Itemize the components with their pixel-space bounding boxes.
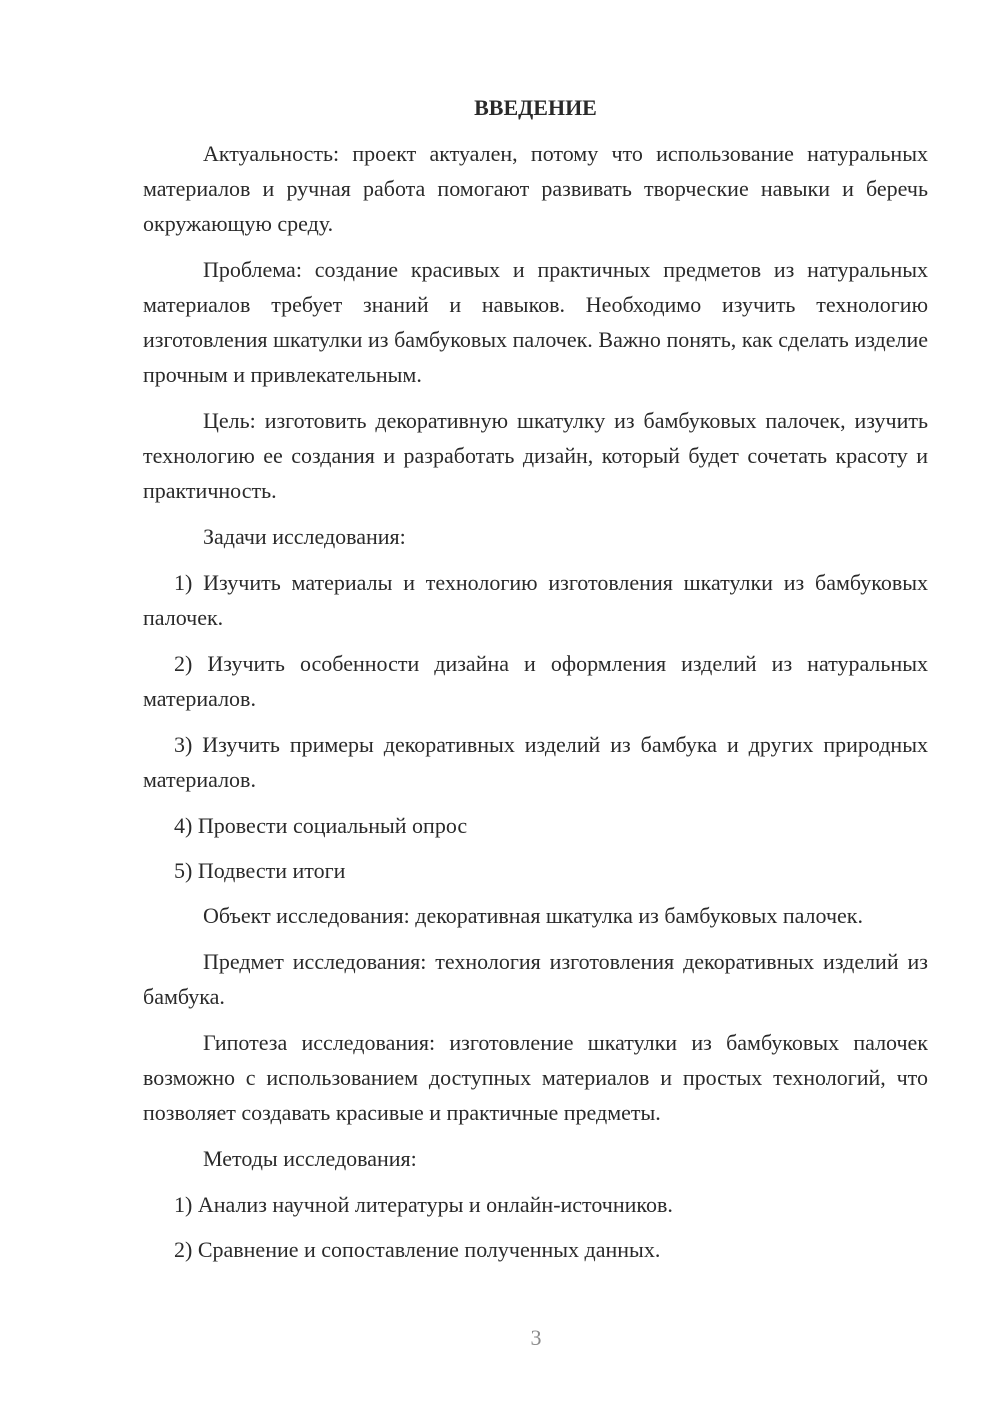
hypothesis-paragraph: Гипотеза исследования: изготовление шкатулки из бамбуковых палочек возможно с использованием доступных материалов и простых технологий, что позволяет создавать красивые и практичные предметы.	[143, 1030, 928, 1125]
goal-paragraph: Цель: изготовить декоративную шкатулку из бамбуковых палочек, изучить технологию ее создания и разработать дизайн, который будет сочетать красоту и практичность.	[143, 408, 928, 503]
section-heading: ВВЕДЕНИЕ	[474, 95, 597, 120]
method-item-1: 1) Анализ научной литературы и онлайн-источников.	[174, 1192, 673, 1217]
tasks-title: Задачи исследования:	[203, 524, 406, 549]
task-item-2: 2) Изучить особенности дизайна и оформления изделий из натуральных материалов.	[143, 651, 928, 711]
method-item-2: 2) Сравнение и сопоставление полученных данных.	[174, 1237, 661, 1262]
task-item-3: 3) Изучить примеры декоративных изделий из бамбука и других природных материалов.	[143, 732, 928, 792]
task-item-1: 1) Изучить материалы и технологию изготовления шкатулки из бамбуковых палочек.	[143, 570, 928, 630]
task-item-5: 5) Подвести итоги	[174, 858, 346, 883]
methods-title: Методы исследования:	[203, 1146, 417, 1171]
subject-paragraph: Предмет исследования: технология изготовления декоративных изделий из бамбука.	[143, 949, 928, 1009]
relevance-paragraph: Актуальность: проект актуален, потому что использование натуральных материалов и ручная работа помогают развивать творческие навыки и беречь окружающую среду.	[143, 141, 928, 236]
object-paragraph: Объект исследования: декоративная шкатулка из бамбуковых палочек.	[203, 903, 863, 928]
document-page	[143, 90, 928, 1277]
page-number: 3	[530, 1325, 542, 1350]
problem-paragraph: Проблема: создание красивых и практичных предметов из натуральных материалов требует знаний и навыков. Необходимо изучить технологию изготовления шкатулки из бамбуковых палочек. Важно понять, как сделать изделие прочным и привлекательным.	[143, 257, 928, 387]
task-item-4: 4) Провести социальный опрос	[174, 813, 468, 838]
